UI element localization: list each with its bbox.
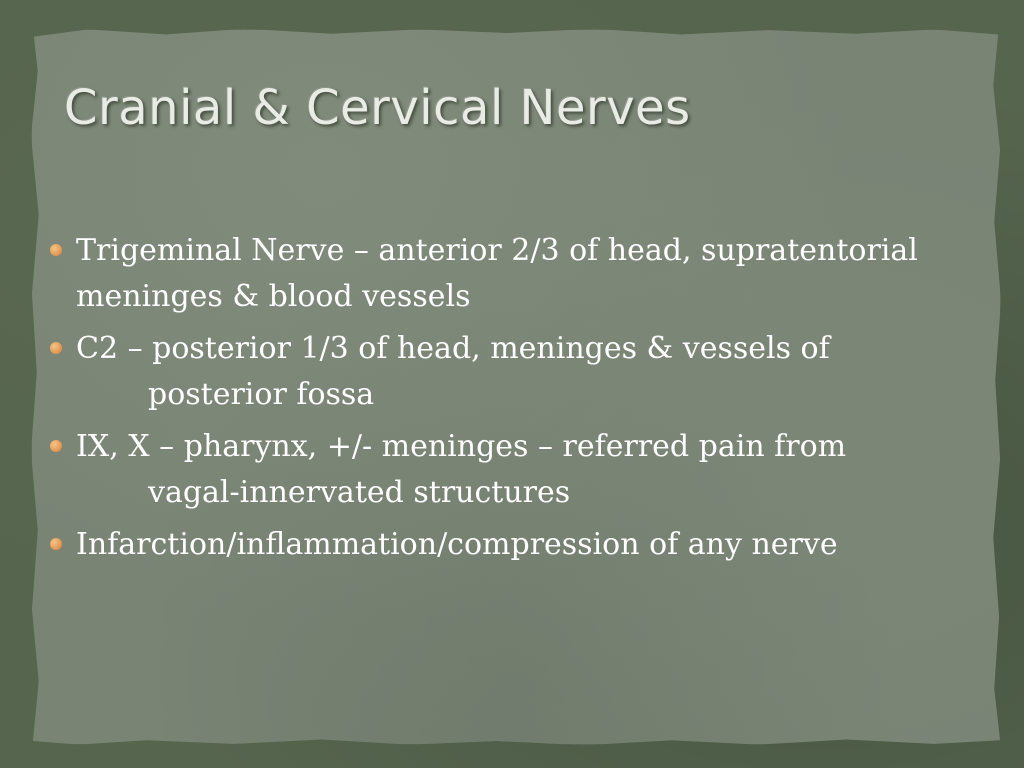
bullet-dot-icon: [50, 342, 62, 354]
bullet-item-ix-x: [46, 424, 966, 516]
slide-title: Cranial & Cervical Nerves: [64, 80, 691, 136]
bullet-list: [46, 228, 966, 574]
bullet-dot-icon: [50, 244, 62, 256]
bullet-text-line: Trigeminal Nerve – anterior 2/3 of head, supratentorial: [76, 233, 918, 268]
bullet-item-c2: [46, 326, 966, 418]
bullet-text-line: meninges & blood vessels: [76, 279, 471, 314]
bullet-text-line: vagal-innervated structures: [148, 475, 571, 510]
bullet-text-line: C2 – posterior 1/3 of head, meninges & vessels of: [76, 331, 830, 366]
bullet-dot-icon: [50, 538, 62, 550]
bullet-item-trigeminal: [46, 228, 966, 320]
bullet-text-line: posterior fossa: [148, 377, 375, 412]
bullet-text-line: IX, X – pharynx, +/- meninges – referred pain from: [76, 429, 847, 464]
bullet-item-infarction: [46, 522, 966, 568]
bullet-dot-icon: [50, 440, 62, 452]
bullet-text-line: Infarction/inflammation/compression of any nerve: [76, 527, 838, 562]
